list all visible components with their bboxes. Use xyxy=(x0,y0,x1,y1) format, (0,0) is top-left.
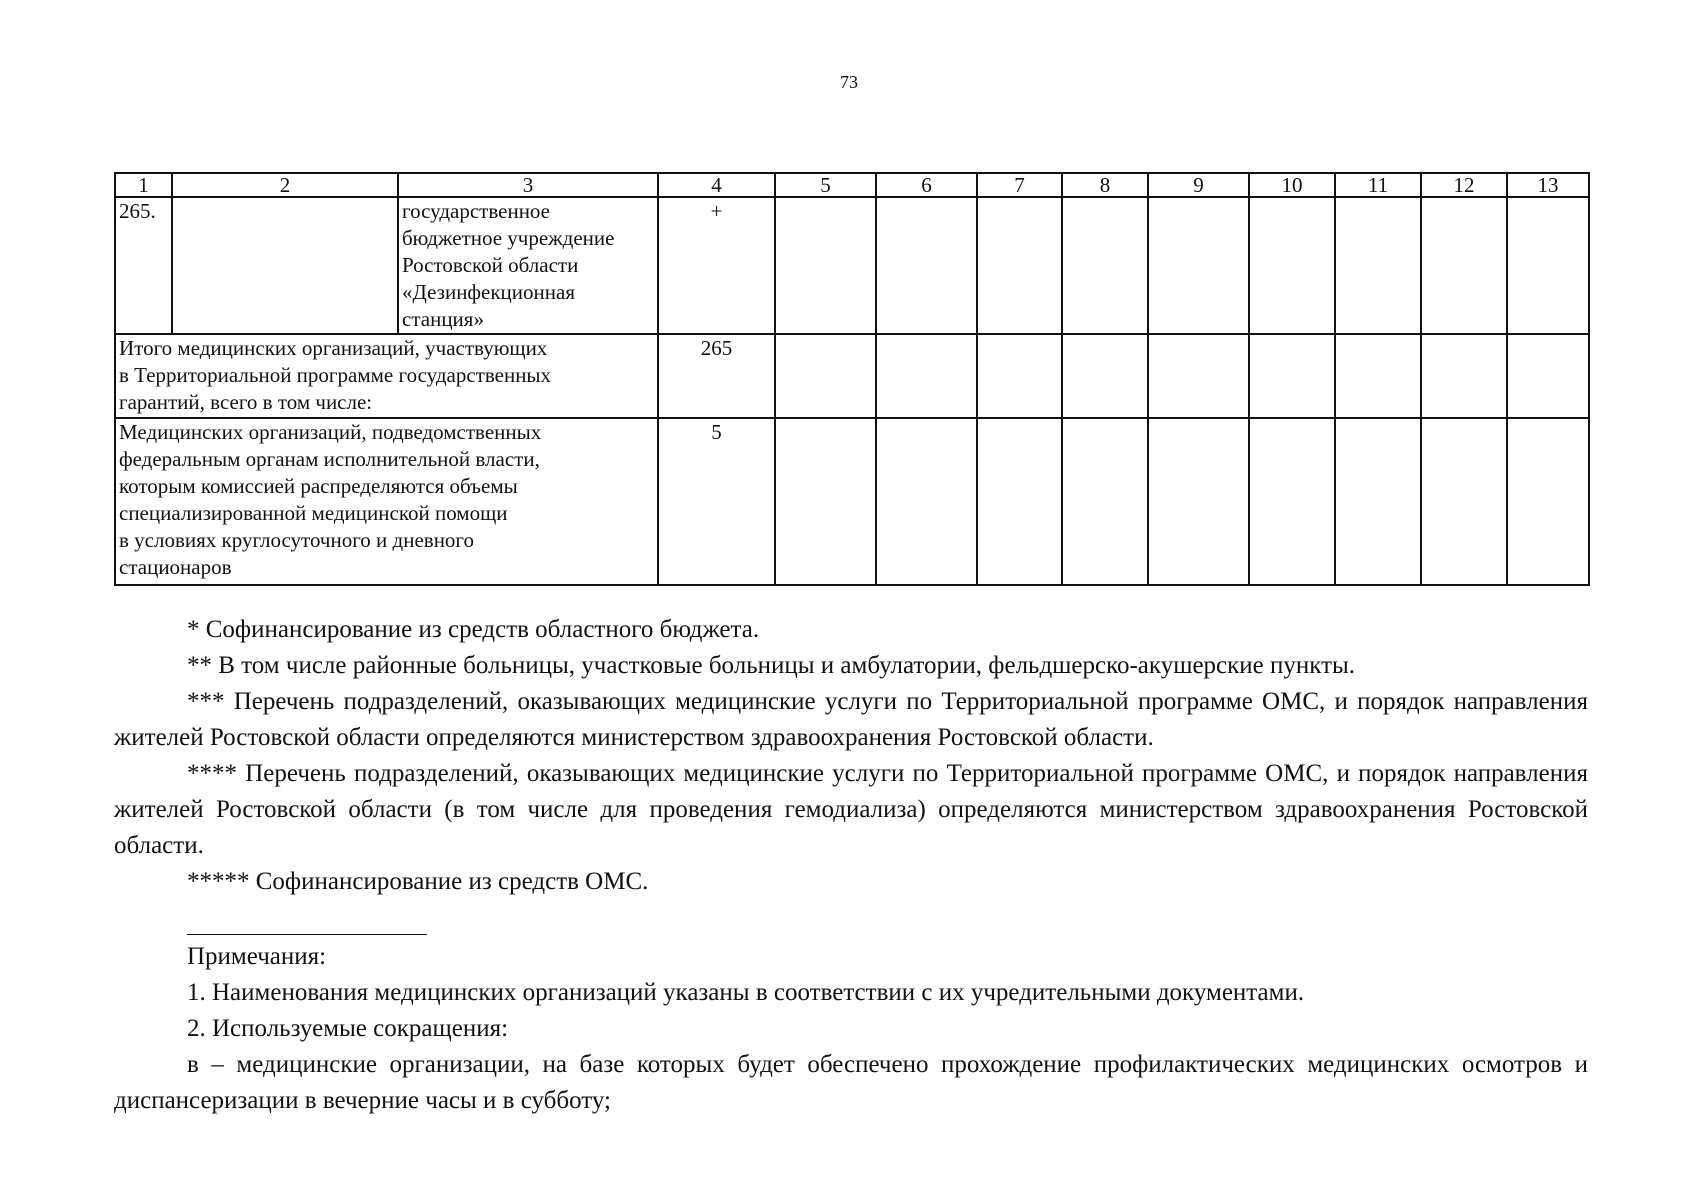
table-cell xyxy=(876,197,977,334)
total-label-line: в Территориальной программе государственных xyxy=(119,363,552,387)
table-cell xyxy=(977,334,1062,418)
total-label-cell xyxy=(115,334,658,418)
table-cell xyxy=(775,418,876,585)
header-cell: 1 xyxy=(115,173,172,197)
table-cell xyxy=(977,418,1062,585)
organization-name-line: «Дезинфекционная xyxy=(402,280,575,304)
table-cell xyxy=(1249,197,1335,334)
separator-line xyxy=(187,934,427,935)
header-cell: 13 xyxy=(1507,173,1589,197)
row-number-cell: 265. xyxy=(115,197,172,334)
header-cell: 3 xyxy=(398,173,658,197)
table-cell xyxy=(1507,334,1589,418)
total-value-cell: 265 xyxy=(658,334,775,418)
table-cell xyxy=(775,197,876,334)
table-cell xyxy=(1249,418,1335,585)
table-row-federal xyxy=(115,418,1589,585)
organization-name-line: государственное xyxy=(402,199,551,223)
total-label-line: Итого медицинских организаций, участвующих xyxy=(119,336,548,360)
federal-label-line: специализированной медицинской помощи xyxy=(119,501,508,525)
table-cell xyxy=(1249,334,1335,418)
table-cell xyxy=(1148,334,1249,418)
federal-label-line: в условиях круглосуточного и дневного xyxy=(119,528,475,552)
table-cell xyxy=(1421,197,1507,334)
federal-label-line: Медицинских организаций, подведомственных xyxy=(119,420,542,444)
note-item: 1. Наименования медицинских организаций указаны в соответствии с их учредительными документами. xyxy=(187,979,1305,1006)
table-header-row xyxy=(115,173,1589,197)
table-cell xyxy=(172,197,398,334)
footnote: *** Перечень подразделений, оказывающих медицинские услуги по Территориальной программе ОМС, и порядок направления жителей Ростовской области определяются министерством здравоохранения Ростовской области. xyxy=(114,688,1588,751)
table-cell xyxy=(1148,197,1249,334)
table-cell xyxy=(1062,418,1148,585)
table-cell xyxy=(1507,197,1589,334)
header-cell: 11 xyxy=(1335,173,1421,197)
footnote: **** Перечень подразделений, оказывающих медицинские услуги по Территориальной программе ОМС, и порядок направления жителей Ростовской области (в том числе для проведения гемодиализа) определяются министерством здравоохранения Ростовской области. xyxy=(114,760,1588,859)
total-label-line: гарантий, всего в том числе: xyxy=(119,390,373,414)
table-cell xyxy=(876,334,977,418)
notes-title: Примечания: xyxy=(187,943,327,970)
page-number: 73 xyxy=(840,72,858,92)
table-cell xyxy=(1335,418,1421,585)
note-item: в – медицинские организации, на базе которых будет обеспечено прохождение профилактических медицинских осмотров и диспансеризации в вечерние часы и в субботу; xyxy=(114,1051,1588,1114)
header-cell: 8 xyxy=(1062,173,1148,197)
medical-organizations-table xyxy=(114,172,1590,586)
table-cell xyxy=(1421,334,1507,418)
header-cell: 10 xyxy=(1249,173,1335,197)
table-cell xyxy=(1507,418,1589,585)
federal-label-line: стационаров xyxy=(119,555,232,579)
federal-label-cell xyxy=(115,418,658,585)
participation-mark-cell: + xyxy=(658,197,775,334)
table-cell xyxy=(1062,334,1148,418)
header-cell: 2 xyxy=(172,173,398,197)
organization-name-line: бюджетное учреждение xyxy=(402,226,615,250)
table-row-total xyxy=(115,334,1589,418)
table-cell xyxy=(876,418,977,585)
federal-label-line: которым комиссией распределяются объемы xyxy=(119,474,518,498)
table-cell xyxy=(1421,418,1507,585)
federal-label-line: федеральным органам исполнительной власти, xyxy=(119,447,540,471)
footnote: ** В том числе районные больницы, участковые больницы и амбулатории, фельдшерско-акушерские пункты. xyxy=(187,652,1356,679)
organization-name-line: станция» xyxy=(402,307,484,331)
table-cell xyxy=(1335,334,1421,418)
header-cell: 5 xyxy=(775,173,876,197)
footnote: * Софинансирование из средств областного бюджета. xyxy=(187,616,760,643)
header-cell: 9 xyxy=(1148,173,1249,197)
table-cell xyxy=(977,197,1062,334)
note-item: 2. Используемые сокращения: xyxy=(187,1015,509,1042)
notes-section xyxy=(114,612,1588,1119)
header-cell: 6 xyxy=(876,173,977,197)
table-cell xyxy=(1062,197,1148,334)
header-cell: 4 xyxy=(658,173,775,197)
footnote: ***** Софинансирование из средств ОМС. xyxy=(187,868,649,895)
header-cell: 7 xyxy=(977,173,1062,197)
organization-name-cell xyxy=(398,197,658,334)
table-cell xyxy=(775,334,876,418)
table-cell xyxy=(1335,197,1421,334)
table-cell xyxy=(1148,418,1249,585)
header-cell: 12 xyxy=(1421,173,1507,197)
federal-value-cell: 5 xyxy=(658,418,775,585)
organization-name-line: Ростовской области xyxy=(402,253,579,277)
table-row-265 xyxy=(115,197,1589,334)
